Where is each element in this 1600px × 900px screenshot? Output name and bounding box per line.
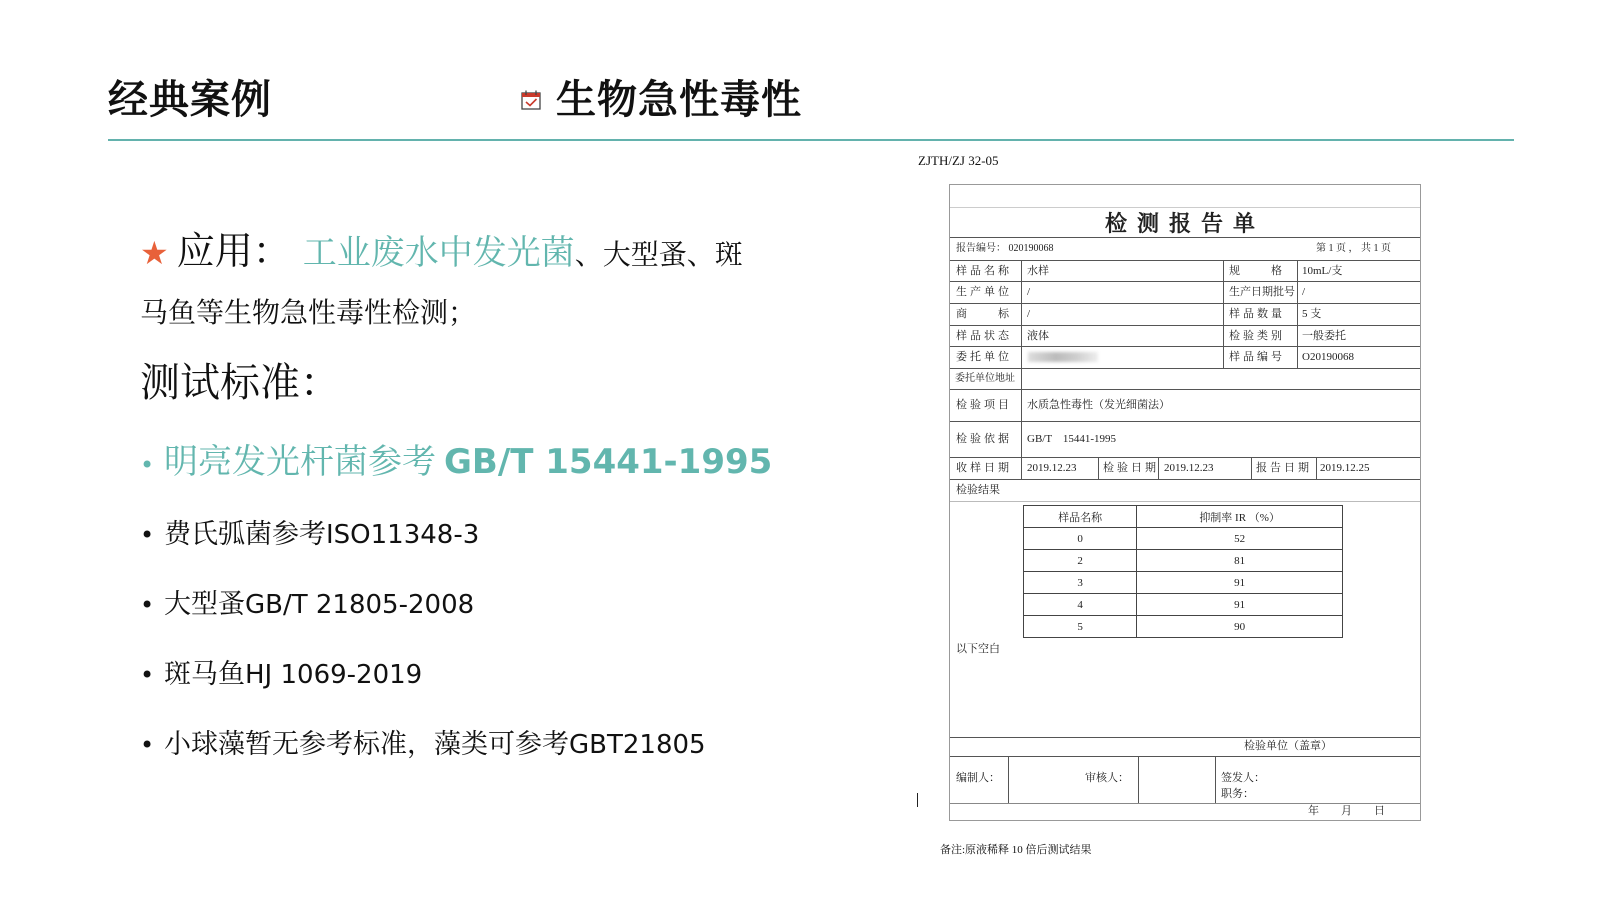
list-item: • 大型蚤 GB/T 21805-2008	[140, 589, 475, 620]
content-left	[140, 220, 800, 760]
list-item: • 费氏弧菌参考 ISO11348-3	[140, 519, 480, 550]
sample-name-value: 水样	[1027, 265, 1049, 277]
test-report-document: 检测报告单 报告编号： 020190068 第 1 页 ， 共 1 页 样品名称 水样 规 格 10mL/支 生产单位 / 生产日期批号 / 商 标 / 样品数量 5 支 样品状态 液体 检验类别 一般委托 委托单位 样品编号 O20190068 委托单位地址 检验项目 水质急性毒性（发光细菌法） 检验依据 GB/T 15441-1995 收样日期 2019.12.23 检验日期 2019.12.23 报告日期 2019.12.25 检验结果 样品名称 抑制率 IR （%） 0 52 2 81 3 91 4 91 5 90 以下空白 检验单位（盖章） 编制人： 审核人： 签发人： 职务： 年 月 日	[949, 184, 1421, 821]
section-title: 经典案例	[108, 78, 272, 122]
result-label: 检验结果	[956, 484, 1000, 496]
redacted-client-name	[1028, 352, 1098, 362]
page-info: 第 1 页 ， 共 1 页	[1316, 243, 1391, 254]
header-divider	[108, 139, 1514, 141]
application-line-2: 马鱼等生物急性毒性检测；	[140, 296, 477, 329]
application-line	[140, 220, 800, 275]
standards-title: 测试标准：	[140, 360, 340, 406]
report-footnote: 备注:原液稀释 10 倍后测试结果	[940, 844, 1092, 856]
test-item-value: 水质急性毒性（发光细菌法）	[1027, 399, 1170, 411]
results-table	[1023, 505, 1343, 638]
calendar-check-icon	[520, 89, 542, 111]
report-title: 检测报告单	[1104, 211, 1265, 236]
list-item: • 斑马鱼 HJ 1069-2019	[140, 659, 423, 690]
slide-title-group	[520, 68, 802, 125]
table-row: 2 81	[1024, 550, 1343, 572]
position-label: 职务：	[1221, 788, 1254, 800]
table-header-row: 样品名称 抑制率 IR （%）	[1024, 506, 1343, 528]
editor-label: 编制人：	[956, 772, 1000, 784]
application-label: 应用：	[176, 229, 291, 273]
date-line: 年 月 日	[1308, 805, 1385, 817]
application-highlight: 工业废水中发光菌	[302, 233, 575, 273]
test-basis-value: GB/T 15441-1995	[1027, 433, 1117, 445]
table-row: 5 90	[1024, 616, 1343, 638]
table-row: 4 91	[1024, 594, 1343, 616]
text-cursor	[917, 793, 918, 807]
table-row: 0 52	[1024, 528, 1343, 550]
divider	[950, 237, 1420, 238]
report-number: 报告编号： 020190068	[956, 243, 1054, 254]
list-item: • 小球藻暂无参考标准，藻类可参考 GBT21805	[140, 729, 706, 760]
star-icon: ★	[140, 234, 169, 272]
table-row: 3 91	[1024, 572, 1343, 594]
divider	[950, 207, 1420, 208]
application-rest: 、大型蚤、斑	[574, 238, 743, 271]
spec-value: 10mL/支	[1302, 265, 1343, 277]
reviewer-label: 审核人：	[1085, 772, 1129, 784]
stamp-label: 检验单位（盖章）	[1244, 740, 1332, 752]
sample-id-value: O20190068	[1302, 351, 1354, 363]
issuer-label: 签发人：	[1221, 772, 1265, 784]
slide-title: 生物急性毒性	[556, 78, 802, 122]
document-code: ZJTH/ZJ 32-05	[918, 153, 999, 168]
blank-below-note: 以下空白	[956, 643, 1000, 655]
list-item: • 明亮发光杆菌参考 GB/T 15441-1995	[140, 442, 773, 482]
